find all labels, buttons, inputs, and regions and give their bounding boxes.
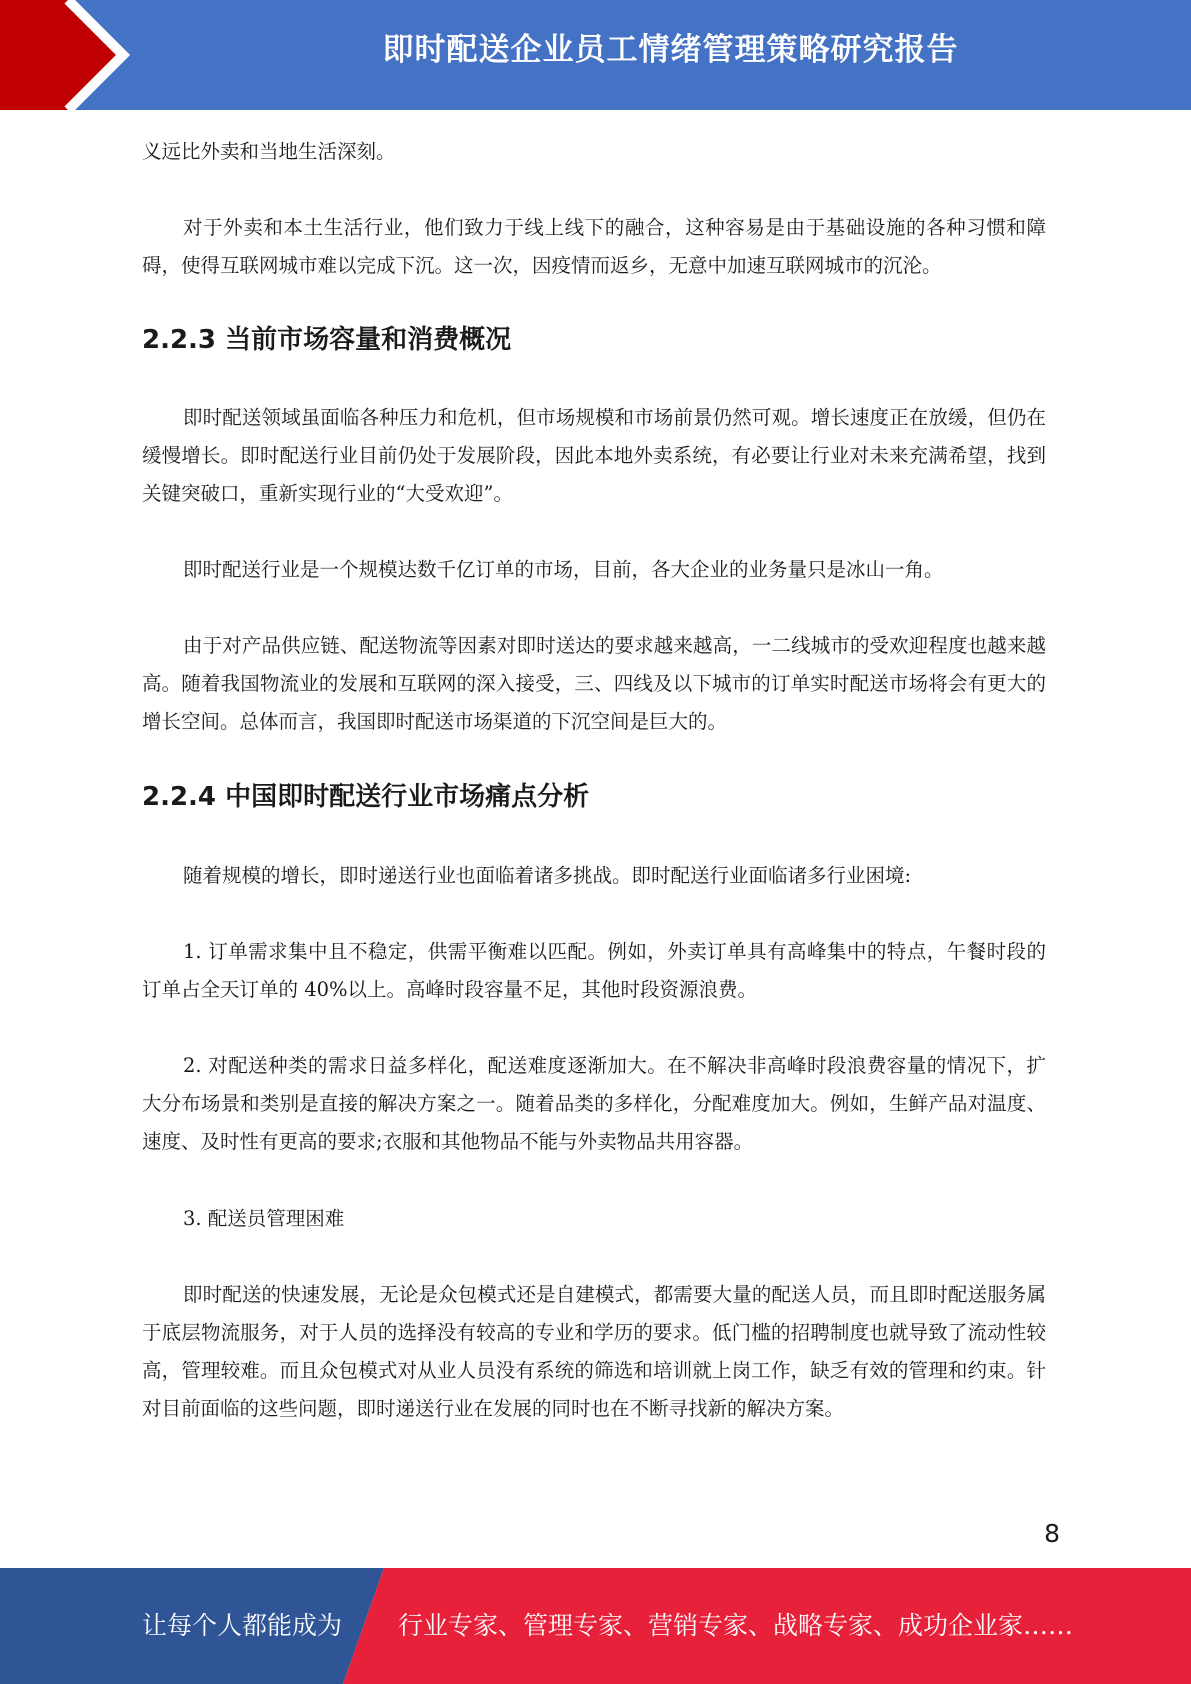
- page-number: 8: [1044, 1519, 1060, 1548]
- list-item-2: 2. 对配送种类的需求日益多样化，配送难度逐渐加大。在不解决非高峰时段浪费容量的情况下，扩大分布场景和类别是直接的解决方案之一。随着品类的多样化，分配难度加大。例如，生鲜产品对温度、速度、及时性有更高的要求;衣服和其他物品不能与外卖物品共用容器。: [142, 1054, 1046, 1153]
- list-item-1: 1. 订单需求集中且不稳定，供需平衡难以匹配。例如，外卖订单具有高峰集中的特点，午餐时段的订单占全天订单的 40%以上。高峰时段容量不足，其他时段资源浪费。: [142, 940, 1046, 1001]
- section-heading-2-2-4: 2.2.4 中国即时配送行业市场痛点分析: [142, 782, 590, 812]
- paragraph: 即时配送的快速发展，无论是众包模式还是自建模式，都需要大量的配送人员，而且即时配送服务属于底层物流服务，对于人员的选择没有较高的专业和学历的要求。低门槛的招聘制度也就导致了流动性较高，管理较难。而且众包模式对从业人员没有系统的筛选和培训就上岗工作，缺乏有效的管理和约束。针对目前面临的这些问题，即时递送行业在发展的同时也在不断寻找新的解决方案。: [142, 1283, 1046, 1420]
- footer-slogan-right: 行业专家、管理专家、营销专家、战略专家、成功企业家……: [398, 1611, 1074, 1640]
- header-arrow-decoration: [0, 0, 170, 110]
- page-header: [0, 0, 1191, 110]
- paragraph: 即时配送领域虽面临各种压力和危机，但市场规模和市场前景仍然可观。增长速度正在放缓，但仍在缓慢增长。即时配送行业目前仍处于发展阶段，因此本地外卖系统，有必要让行业对未来充满希望，找到关键突破口，重新实现行业的“大受欢迎”。: [142, 406, 1046, 505]
- list-item-3: 3. 配送员管理困难: [183, 1207, 345, 1230]
- document-title: 即时配送企业员工情绪管理策略研究报告: [382, 32, 959, 68]
- section-heading-2-2-3: 2.2.3 当前市场容量和消费概况: [142, 325, 512, 355]
- paragraph: 由于对产品供应链、配送物流等因素对即时送达的要求越来越高，一二线城市的受欢迎程度也越来越高。随着我国物流业的发展和互联网的深入接受，三、四线及以下城市的订单实时配送市场将会有更大的增长空间。总体而言，我国即时配送市场渠道的下沉空间是巨大的。: [142, 634, 1046, 733]
- page-footer: [0, 1568, 1191, 1684]
- footer-slogan-left: 让每个人都能成为: [142, 1611, 343, 1640]
- paragraph: 义远比外卖和当地生活深刻。: [142, 140, 396, 163]
- paragraph: 即时配送行业是一个规模达数千亿订单的市场，目前，各大企业的业务量只是冰山一角。: [183, 558, 944, 581]
- paragraph: 对于外卖和本土生活行业，他们致力于线上线下的融合，这种容易是由于基础设施的各种习惯和障碍，使得互联网城市难以完成下沉。这一次，因疫情而返乡，无意中加速互联网城市的沉沦。: [142, 216, 1046, 277]
- paragraph: 随着规模的增长，即时递送行业也面临着诸多挑战。即时配送行业面临诸多行业困境:: [183, 864, 912, 887]
